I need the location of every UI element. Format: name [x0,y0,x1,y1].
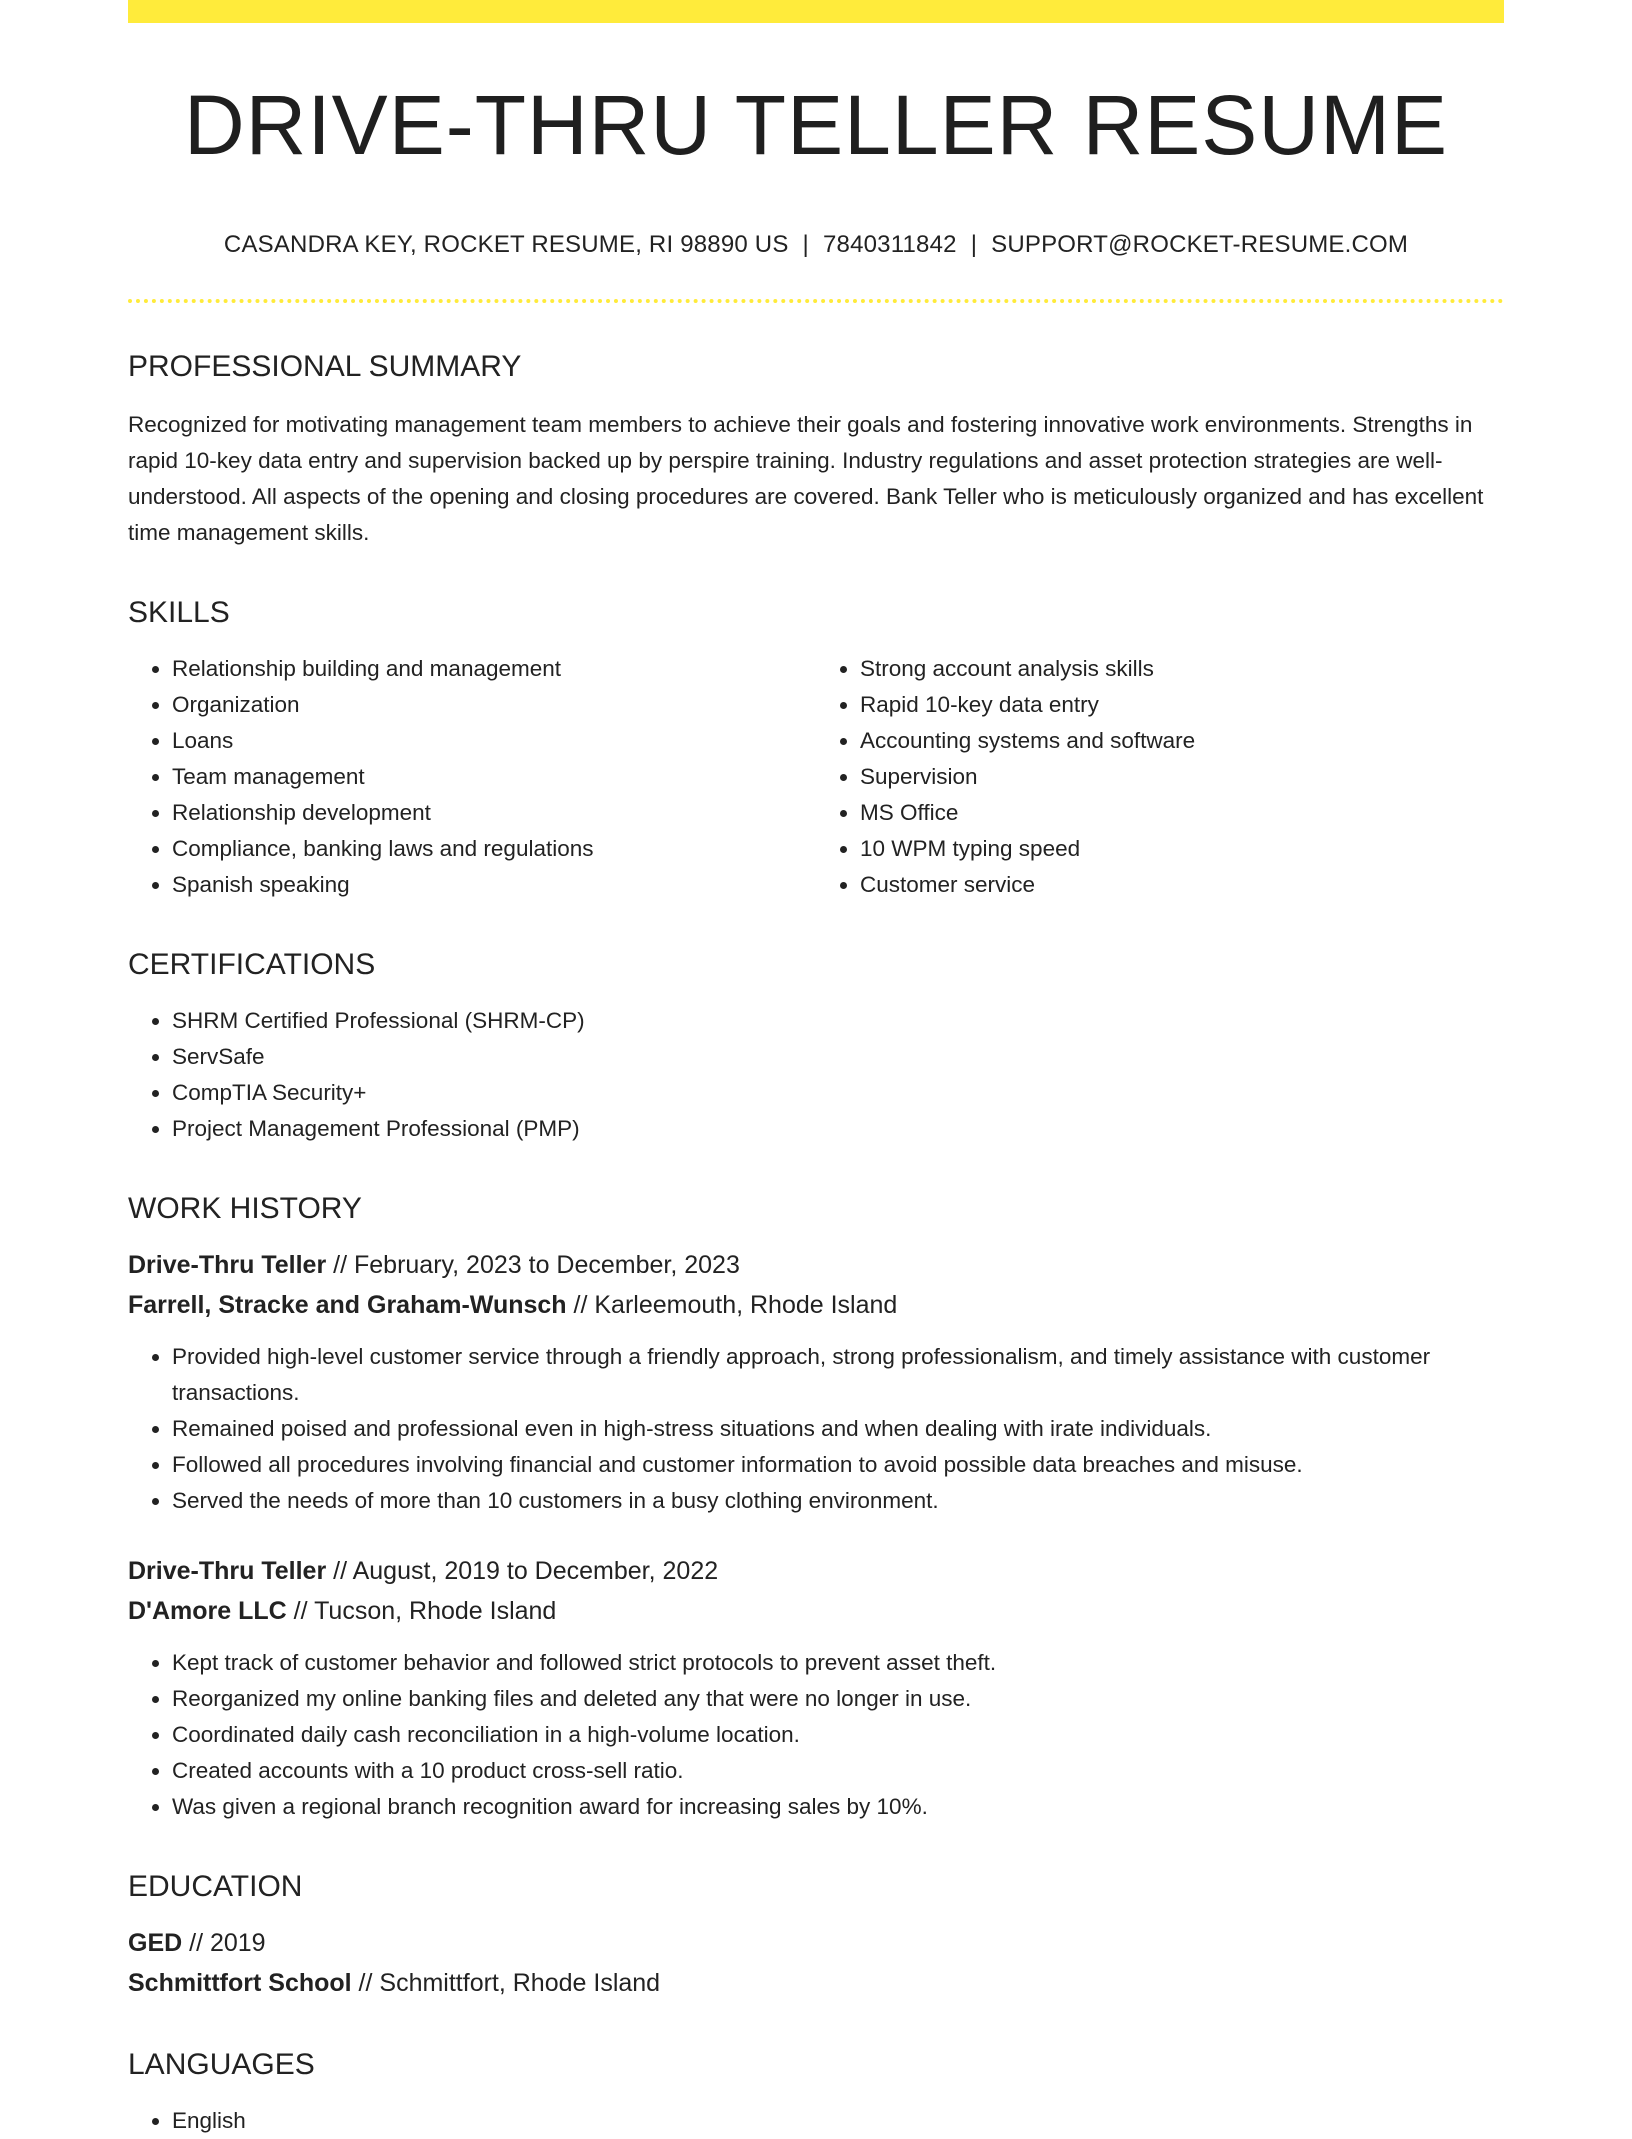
list-item: • Was given a regional branch recognition award for increasing sales by 10%. [172,1789,1504,1825]
section-heading: PROFESSIONAL SUMMARY [128,349,522,383]
list-item: • Provided high-level customer service through a friendly approach, strong professionalism, and timely assistance with customer transactions. [172,1339,1504,1411]
list-item: • Organization [172,687,816,723]
list-item: • Supervision [860,759,1504,795]
section-skills [128,595,1504,903]
list-item: • Reorganized my online banking files and deleted any that were no longer in use. [172,1681,1504,1717]
job-company: Farrell, Stracke and Graham-Wunsch [128,1290,567,1319]
dotted-divider [128,299,1504,303]
section-summary [128,349,1504,551]
job-company-line [128,1285,1504,1325]
list-item: • Relationship development [172,795,816,831]
contact-line [128,231,1504,260]
list-item: • Remained poised and professional even in high-stress situations and when dealing with irate individuals. [172,1411,1504,1447]
list-item: • Followed all procedures involving financial and customer information to avoid possible data breaches and misuse. [172,1447,1504,1483]
section-heading: WORK HISTORY [128,1191,362,1225]
list-item: • 10 WPM typing speed [860,831,1504,867]
list-item: • Spanish speaking [172,867,816,903]
education-degree-line [128,1923,1504,1963]
languages-list [128,2103,1504,2139]
education-year: // 2019 [182,1928,266,1957]
list-item: • Customer service [860,867,1504,903]
list-item: • Relationship building and management [172,651,816,687]
education-degree: GED [128,1928,183,1957]
job-dates: // February, 2023 to December, 2023 [326,1250,740,1279]
skills-list-left [128,651,816,903]
job-company-line [128,1591,1504,1631]
list-item: • Accounting systems and software [860,723,1504,759]
section-heading: LANGUAGES [128,2047,315,2081]
contact-phone: 7840311842 [822,231,957,258]
list-item: • ServSafe [172,1039,1504,1075]
certifications-list [128,1003,1504,1147]
resume-page [128,0,1504,2139]
section-work-history [128,1191,1504,1825]
contact-address: CASANDRA KEY, ROCKET RESUME, RI 98890 US [223,231,789,258]
section-heading: CERTIFICATIONS [128,947,376,981]
top-accent-bar [128,0,1504,23]
job-title-line [128,1551,1504,1591]
list-item: • Created accounts with a 10 product cross-sell ratio. [172,1753,1504,1789]
section-education [128,1869,1504,2003]
job-location: // Karleemouth, Rhode Island [566,1290,898,1319]
education-school-line [128,1963,1504,2003]
summary-text: Recognized for motivating management team members to achieve their goals and fostering innovative work environments. Strengths in rapid 10-key data entry and supervision backed up by perspire training. Industry regulations and asset protection strategies are well-understood. All aspects of the opening and closing procedures are covered. Bank Teller who is meticulously organized and has excellent time management skills. [128,411,1484,545]
job-bullets [128,1339,1504,1519]
job-title-line [128,1245,1504,1285]
list-item: • English [172,2103,1504,2139]
list-item: • Project Management Professional (PMP) [172,1111,1504,1147]
list-item: • Compliance, banking laws and regulations [172,831,816,867]
section-certifications [128,947,1504,1147]
job-location: // Tucson, Rhode Island [286,1596,557,1625]
contact-separator: | [802,231,809,258]
list-item: • Rapid 10-key data entry [860,687,1504,723]
job-company: D'Amore LLC [128,1596,287,1625]
job-title: Drive-Thru Teller [128,1556,327,1585]
resume-title: DRIVE-THRU TELLER RESUME [184,78,1448,172]
list-item: • Served the needs of more than 10 customers in a busy clothing environment. [172,1483,1504,1519]
contact-email: SUPPORT@ROCKET-RESUME.COM [991,231,1409,258]
list-item: • MS Office [860,795,1504,831]
education-location: // Schmittfort, Rhode Island [351,1968,661,1997]
list-item: • Coordinated daily cash reconciliation in a high-volume location. [172,1717,1504,1753]
job-dates: // August, 2019 to December, 2022 [326,1556,719,1585]
job-title: Drive-Thru Teller [128,1250,327,1279]
job-bullets [128,1645,1504,1825]
section-languages [128,2047,1504,2139]
skills-list-right [816,651,1504,903]
skills-columns [128,651,1504,903]
list-item: • SHRM Certified Professional (SHRM-CP) [172,1003,1504,1039]
list-item: • Loans [172,723,816,759]
education-school: Schmittfort School [128,1968,352,1997]
list-item: • Strong account analysis skills [860,651,1504,687]
list-item: • Kept track of customer behavior and followed strict protocols to prevent asset theft. [172,1645,1504,1681]
section-heading: SKILLS [128,595,230,629]
list-item: • Team management [172,759,816,795]
contact-separator: | [970,231,978,258]
list-item: • CompTIA Security+ [172,1075,1504,1111]
section-heading: EDUCATION [128,1869,303,1903]
